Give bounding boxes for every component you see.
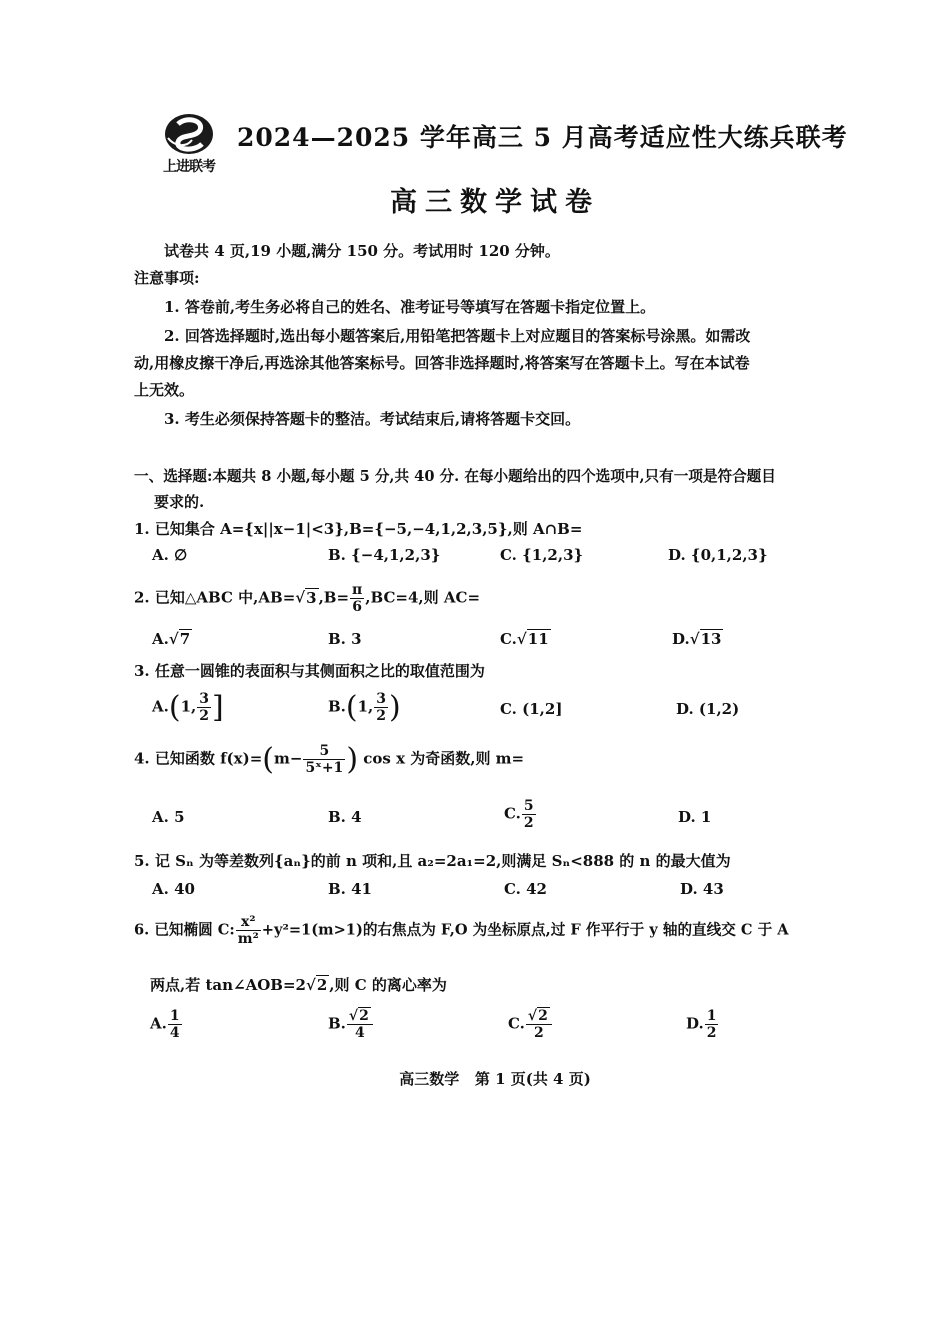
q1-option-c: C. {1,2,3} (500, 546, 584, 564)
q5-option-c: C. 42 (504, 880, 547, 898)
s-swirl-logo-icon (156, 112, 222, 158)
q5-stem: 5. 记 Sₙ 为等差数列{aₙ}的前 n 项和,且 a₂=2a₁=2,则满足 Sₙ<888 的 n 的最大值为 (134, 852, 731, 870)
paper-title: 高三数学试卷 (390, 187, 600, 218)
q5-option-a: A. 40 (152, 880, 195, 898)
q3-option-a: A.(1, $\frac{3}{2}$ ] (152, 690, 224, 725)
note-2-line3: 上无效。 (134, 381, 195, 399)
q6-stem-line1: 6. 已知椭圆 C: $\frac{\text{x²}}{\text{m²}}$ +y²=1(m>1)的右焦点为 F,O 为坐标原点,过 F 作平行于 y 轴的直线交 C 于 A (134, 914, 789, 947)
intro-text: 试卷共 4 页,19 小题,满分 150 分。考试用时 120 分钟。 (164, 242, 560, 260)
q3-option-d: D. (1,2) (676, 700, 740, 718)
q4-option-a: A. 5 (152, 808, 185, 826)
q6-option-d: D. $\frac{1}{2}$ (686, 1008, 717, 1041)
q6-stem-line2: 两点,若 tan∠AOB=2√2 ,则 C 的离心率为 (150, 976, 447, 994)
q5-option-d: D. 43 (680, 880, 724, 898)
q1-option-b: B. {−4,1,2,3} (328, 546, 441, 564)
q3-option-b: B.(1, $\frac{3}{2}$ ) (328, 690, 401, 725)
q3-stem: 3. 任意一圆锥的表面积与其侧面积之比的取值范围为 (134, 662, 485, 680)
q6-option-c: C. $\frac{√2}{2}$ (508, 1008, 553, 1041)
logo-text: 上进联考 (163, 159, 215, 175)
note-3: 3. 考生必须保持答题卡的整洁。考试结束后,请将答题卡交回。 (164, 410, 581, 428)
q2-option-b: B. 3 (328, 630, 362, 648)
q2-option-c: C.√11 (500, 630, 549, 648)
logo (156, 112, 222, 174)
note-1: 1. 答卷前,考生务必将自己的姓名、准考证号等填写在答题卡指定位置上。 (164, 298, 656, 316)
q1-option-a: A. ∅ (152, 546, 188, 564)
q4-option-d: D. 1 (678, 808, 712, 826)
q3-option-c: C. (1,2] (500, 700, 563, 718)
note-2-line2: 动,用橡皮擦干净后,再选涂其他答案标号。回答非选择题时,将答案写在答题卡上。写在本试卷 (134, 354, 750, 372)
q4-option-c: C. $\frac{5}{2}$ (504, 798, 534, 831)
q4-stem: 4. 已知函数 f(x)=(m− $\frac{5}{\text{5ˣ+1}}$ ) cos x 为奇函数,则 m= (134, 742, 525, 777)
q2-option-a: A.√7 (152, 630, 191, 648)
section1-heading-line2: 要求的. (154, 493, 205, 511)
exam-header-title: 2024—2025 学年高三 5 月高考适应性大练兵联考 (237, 123, 848, 152)
section1-heading-line1: 一、选择题:本题共 8 小题,每小题 5 分,共 40 分. 在每小题给出的四个选项中,只有一项是符合题目 (134, 468, 776, 485)
q2-stem: 2. 已知△ABC 中,AB=√3 ,B= $\frac{\pi}{6}$ ,BC=4,则 AC= (134, 582, 481, 615)
q1-stem: 1. 已知集合 A={x||x−1|<3},B={−5,−4,1,2,3,5},则 A∩B= (134, 520, 583, 538)
q6-option-b: B. $\frac{√2}{4}$ (328, 1008, 374, 1041)
q1-option-d: D. {0,1,2,3} (668, 546, 768, 564)
page-footer: 高三数学 第 1 页(共 4 页) (399, 1070, 591, 1088)
note-2-line1: 2. 回答选择题时,选出每小题答案后,用铅笔把答题卡上对应题目的答案标号涂黑。如需改 (164, 327, 751, 345)
notes-heading: 注意事项: (134, 269, 200, 287)
q2-option-d: D.√13 (672, 630, 722, 648)
q2-sqrt-ab: 3 (306, 588, 317, 607)
q5-option-b: B. 41 (328, 880, 372, 898)
q6-option-a: A. $\frac{1}{4}$ (150, 1008, 180, 1041)
q2-fraction-b: $\frac{\pi}{6}$ (352, 582, 363, 615)
q4-option-b: B. 4 (328, 808, 362, 826)
